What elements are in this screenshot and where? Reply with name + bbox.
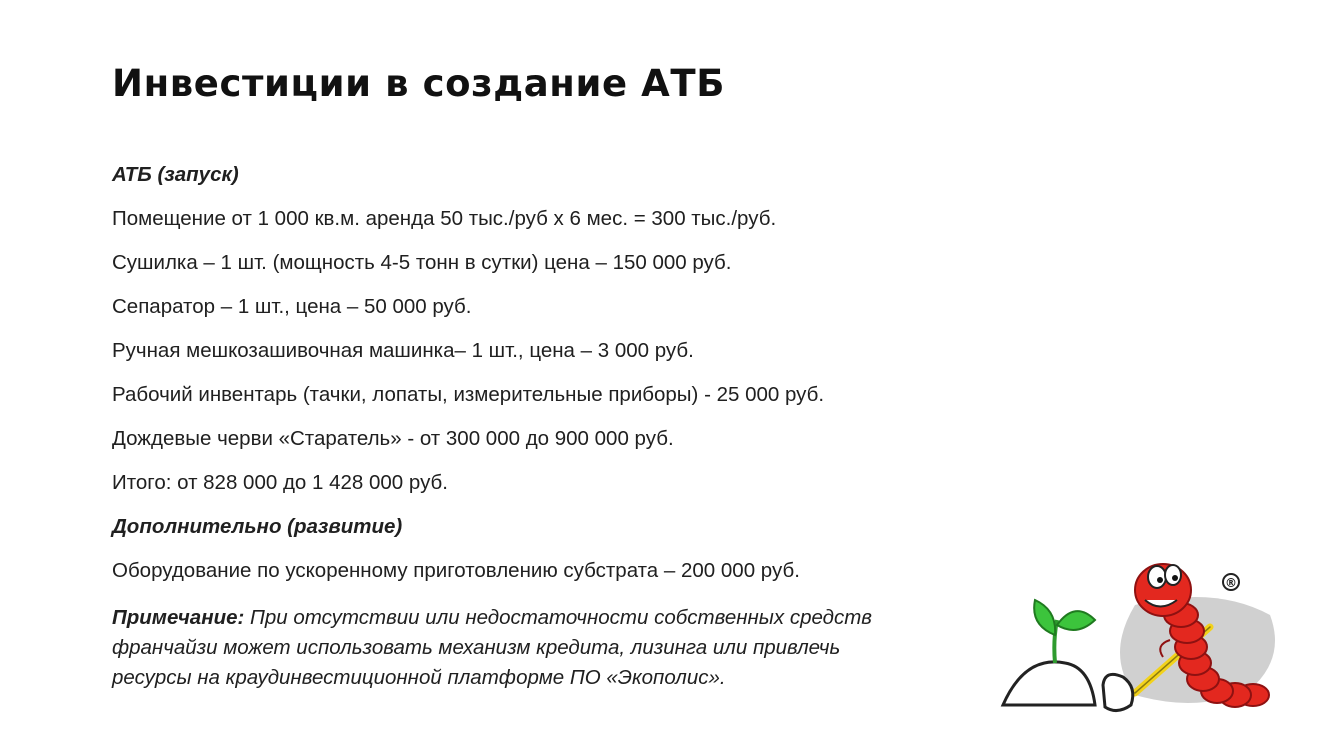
slide-title: Инвестиции в создание АТБ [112, 62, 726, 105]
item-premises: Помещение от 1 000 кв.м. аренда 50 тыс./руб х 6 мес. = 300 тыс./руб. [112, 207, 777, 230]
worm-eye-left [1148, 566, 1166, 588]
shovel-blade [1103, 674, 1133, 710]
item-sewing-machine: Ручная мешкозашивочная машинка– 1 шт., цена – 3 000 руб. [112, 339, 694, 362]
note-label: Примечание: [112, 606, 245, 629]
note-line-2: франчайзи может использовать механизм кредита, лизинга или привлечь [112, 636, 841, 659]
sprout-leaf-right [1057, 611, 1095, 630]
worm-mascot-logo [985, 545, 1285, 725]
section-heading-development: Дополнительно (развитие) [112, 515, 403, 538]
note-line-1 [112, 603, 992, 633]
note-block [112, 603, 992, 693]
item-worms: Дождевые черви «Старатель» - от 300 000 до 900 000 руб. [112, 427, 674, 450]
soil-mound [1003, 662, 1095, 705]
item-substrate-equipment: Оборудование по ускоренному приготовлению субстрата – 200 000 руб. [112, 559, 800, 582]
item-dryer: Сушилка – 1 шт. (мощность 4-5 тонн в сутки) цена – 150 000 руб. [112, 251, 732, 274]
item-inventory: Рабочий инвентарь (тачки, лопаты, измерительные приборы) - 25 000 руб. [112, 383, 825, 406]
slide-content [112, 163, 992, 693]
worm-eye-right [1165, 565, 1181, 585]
section-heading-launch: АТБ (запуск) [112, 163, 239, 186]
sprout-leaf-left [1034, 600, 1055, 635]
item-total: Итого: от 828 000 до 1 428 000 руб. [112, 471, 448, 494]
note-line-3: ресурсы на краудинвестиционной платформе ПО «Экополис». [112, 666, 726, 689]
item-separator: Сепаратор – 1 шт., цена – 50 000 руб. [112, 295, 472, 318]
registered-mark: ® [1225, 576, 1237, 590]
note-text-1: При отсутствии или недостаточности собственных средств [244, 606, 872, 629]
